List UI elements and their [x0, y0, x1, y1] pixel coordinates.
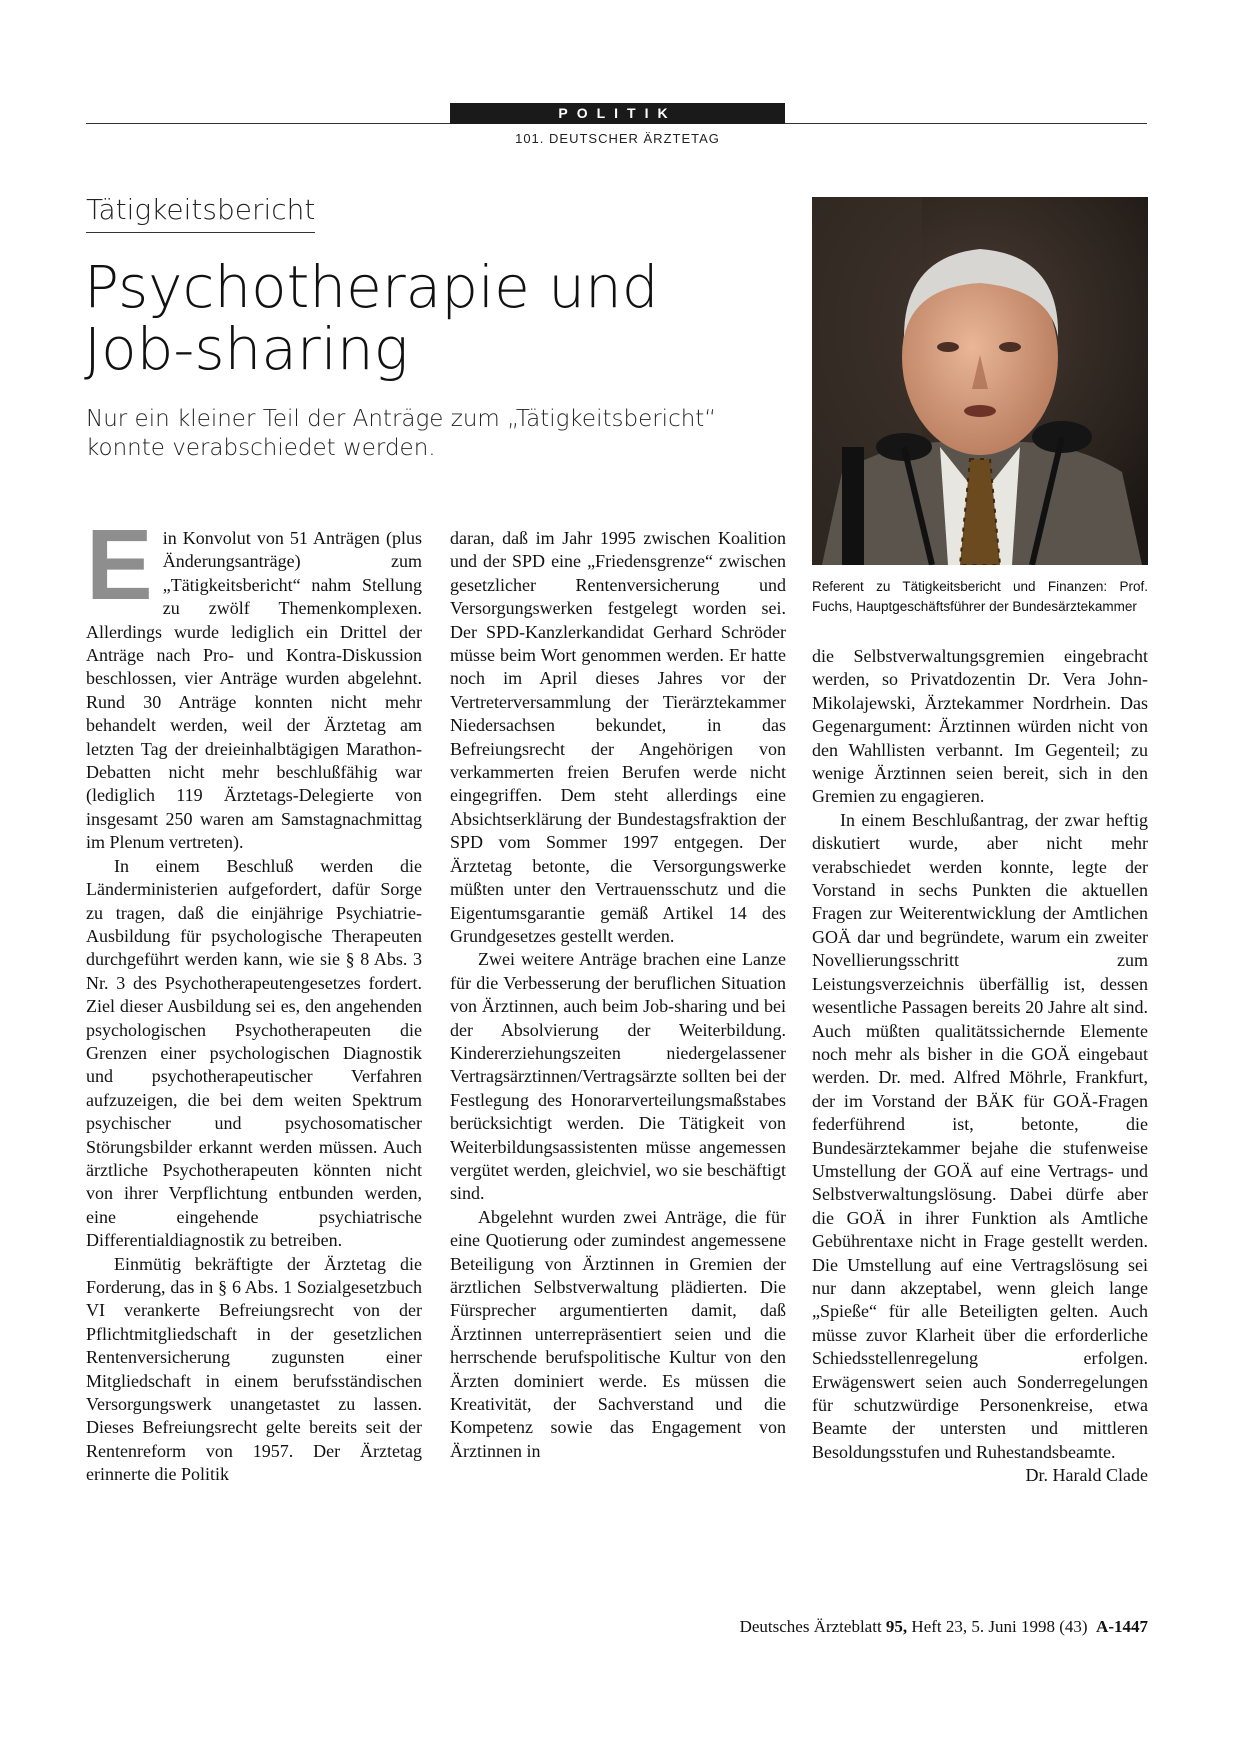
paragraph [812, 809, 1148, 1486]
article-column-3 [812, 645, 1148, 1488]
page-footer [740, 1617, 1148, 1637]
paragraph: Zwei weitere Anträge brachen eine Lanze für die Verbesserung der beruflichen Situation von Ärztinnen, auch beim Job-sharing und bei der Absolvierung der Weiterbildung. Kindererziehungszeiten niedergelassener Vertragsärztinnen/Vertragsärzte sollten bei der Festlegung des Honorarverteilungsmaßstabes berücksichtigt werden. Die Tätigkeit von Weiterbildungsassistenten müsse angemessen vergütet werden, gleichviel, wo sie beschäftigt sind. [450, 949, 786, 1204]
standfirst-line-1: Nur ein kleiner Teil der Anträge zum „Tätigkeitsbericht“ [86, 406, 717, 432]
headline-line-1: Psychotherapie und [84, 253, 659, 321]
paragraph-text: in Konvolut von 51 Anträgen (plus Änderungsanträge) zum „Tätigkeitsbericht“ nahm Stellung zu zwölf Themenkomplexen. Allerdings wurde lediglich ein Drittel der Anträge nach Pro- und Kontra-Diskussion beschlossen, vier Anträge wurden abgelehnt. Rund 30 Anträge konnten nicht mehr behandelt werden, weil der Ärztetag am letzten Tag der dreieinhalbtägigen Marathon-Debatten nicht mehr beschlußfähig war (lediglich 119 Ärztetags-Delegierte von insgesamt 250 waren am Samstagnachmittag im Plenum vertreten). [86, 528, 422, 853]
standfirst-line-2: konnte verabschiedet werden. [86, 435, 436, 461]
article-column-2 [450, 527, 786, 1463]
paragraph: die Selbstverwaltungsgremien eingebracht werden, so Privatdozentin Dr. Vera John-Mikolajewski, Ärztekammer Nordrhein. Das Gegenargument: Ärztinnen würden nicht von den Wahllisten verbannt. Im Gegenteil; zu wenige Ärztinnen seien bereit, sich in den Gremien zu engagieren. [812, 646, 1148, 807]
drop-cap: E [86, 509, 153, 621]
paragraph: Abgelehnt wurden zwei Anträge, die für eine Quotierung oder zumindest angemessene Beteiligung von Ärztinnen in Gremien der ärztlichen Selbstverwaltung plädierten. Die Fürsprecher argumentierten damit, daß Ärztinnen unterrepräsentiert seien und die herrschende berufspolitische Kultur von den Ärzten dominiert werde. Es müssen die Kreativität, der Sachverstand und die Kompetenz sowie das Engagement von Ärztinnen in [450, 1206, 786, 1461]
article-headline [84, 253, 724, 383]
speaker-photo [812, 197, 1148, 565]
page-number: A-1447 [1096, 1617, 1148, 1636]
subsection-label: 101. DEUTSCHER ÄRZTETAG [515, 131, 720, 146]
speaker-photo-illustration [812, 197, 1148, 565]
article-kicker: Tätigkeitsbericht [86, 193, 315, 233]
paragraph: In einem Beschluß werden die Länderministerien aufgefordert, dafür Sorge zu tragen, daß die einjährige Psychiatrie-Ausbildung für psychologische Therapeuten durchgeführt werden kann, wie sie § 8 Abs. 3 Nr. 3 des Psychotherapeutengesetzes fordert. Ziel dieser Ausbildung sei es, den angehenden psychologischen Psychotherapeuten die Grenzen einer psychologischen Diagnostik und psychotherapeutischer Verfahren aufzuzeigen, die bei dem weiten Spektrum psychischer und psychosomatischer Störungsbilder erkannt werden müssen. Auch ärztliche Psychotherapeuten könnten nicht von ihrer Verpflichtung entbunden werden, eine eingehende psychiatrische Differentialdiagnostik zu betreiben. [86, 855, 422, 1251]
article-standfirst [86, 405, 726, 463]
paragraph-text: In einem Beschlußantrag, der zwar heftig diskutiert wurde, aber nicht mehr verabschiedet werden konnte, legte der Vorstand in sechs Punkten die aktuellen Fragen zur Weiterentwicklung der Amtlichen GOÄ dar und begründete, warum ein zweiter Novellierungsschritt zum Leistungsverzeichnis überfällig ist, dessen wesentliche Passagen bereits 20 Jahre alt sind. Auch müßten qualitätssichernde Elemente noch mehr als bisher in die GOÄ eingebaut werden. Dr. med. Alfred Möhrle, Frankfurt, der im Vorstand der BÄK für GOÄ-Fragen federführend ist, betonte, die Bundesärztekammer bejahe die stufenweise Umstellung der GOÄ auf eine Vertrags- und Selbstverwaltungslösung. Dabei dürfe aber die GOÄ in ihrer Funktion als Amtliche Gebührentaxe nicht in Frage gestellt werden. Die Umstellung auf eine Vertragslösung sei nur dann akzeptabel, wenn gleich lange „Spieße“ für alle Beteiligten gelten. Auch müsse zuvor Klarheit über die erforderliche Schiedsstellenregelung erfolgen. Erwägenswert seien auch Sonderregelungen für schutzwürdige Personenkreise, etwa Beamte der untersten und mittleren Besoldungsstufen und Ruhestandsbeamte. [812, 809, 1148, 1462]
section-label: POLITIK [450, 103, 785, 124]
paragraph: daran, daß im Jahr 1995 zwischen Koalition und der SPD eine „Friedensgrenze“ zwischen gesetzlicher Rentenversicherung und Versorgungswerken festgelegt worden sei. Der SPD-Kanzlerkandidat Gerhard Schröder müsse beim Wort genommen werden. Er hatte noch im April dieses Jahres vor der Vertreterversammlung der Tierärztekammer Niedersachsen bekundet, in das Befreiungsrecht der Angehörigen von verkammerten freien Berufen werde nicht eingegriffen. Dem steht allerdings eine Absichtserklärung der Bundestagsfraktion der SPD vom Sommer 1997 entgegen. Der Ärztetag betonte, die Versorgungswerke müßten unter den Vertrauensschutz und die Eigentumsgarantie gemäß Artikel 14 des Grundgesetzes gestellt werden. [450, 528, 786, 946]
journal-name: Deutsches Ärzteblatt [739, 1617, 882, 1636]
journal-issue: Heft 23, 5. Juni 1998 (43) [911, 1617, 1088, 1636]
headline-line-2: Job-sharing [84, 315, 409, 383]
paragraph [86, 509, 422, 855]
article-column-1 [86, 509, 422, 1487]
photo-caption: Referent zu Tätigkeitsbericht und Finanzen: Prof. Fuchs, Hauptgeschäftsführer der Bundesärztekammer [812, 579, 1148, 614]
journal-volume: 95, [885, 1617, 908, 1636]
author-signature: Dr. Harald Clade [1025, 1465, 1148, 1486]
paragraph: Einmütig bekräftigte der Ärztetag die Forderung, das in § 6 Abs. 1 Sozialgesetzbuch VI verankerte Befreiungsrecht von der Pflichtmitgliedschaft in der gesetzlichen Rentenversicherung zugunsten einer Mitgliedschaft in einem berufsständischen Versorgungswerk unangetastet zu lassen. Dieses Befreiungsrecht gelte bereits seit der Rentenreform von 1957. Der Ärztetag erinnerte die Politik [86, 1253, 422, 1485]
